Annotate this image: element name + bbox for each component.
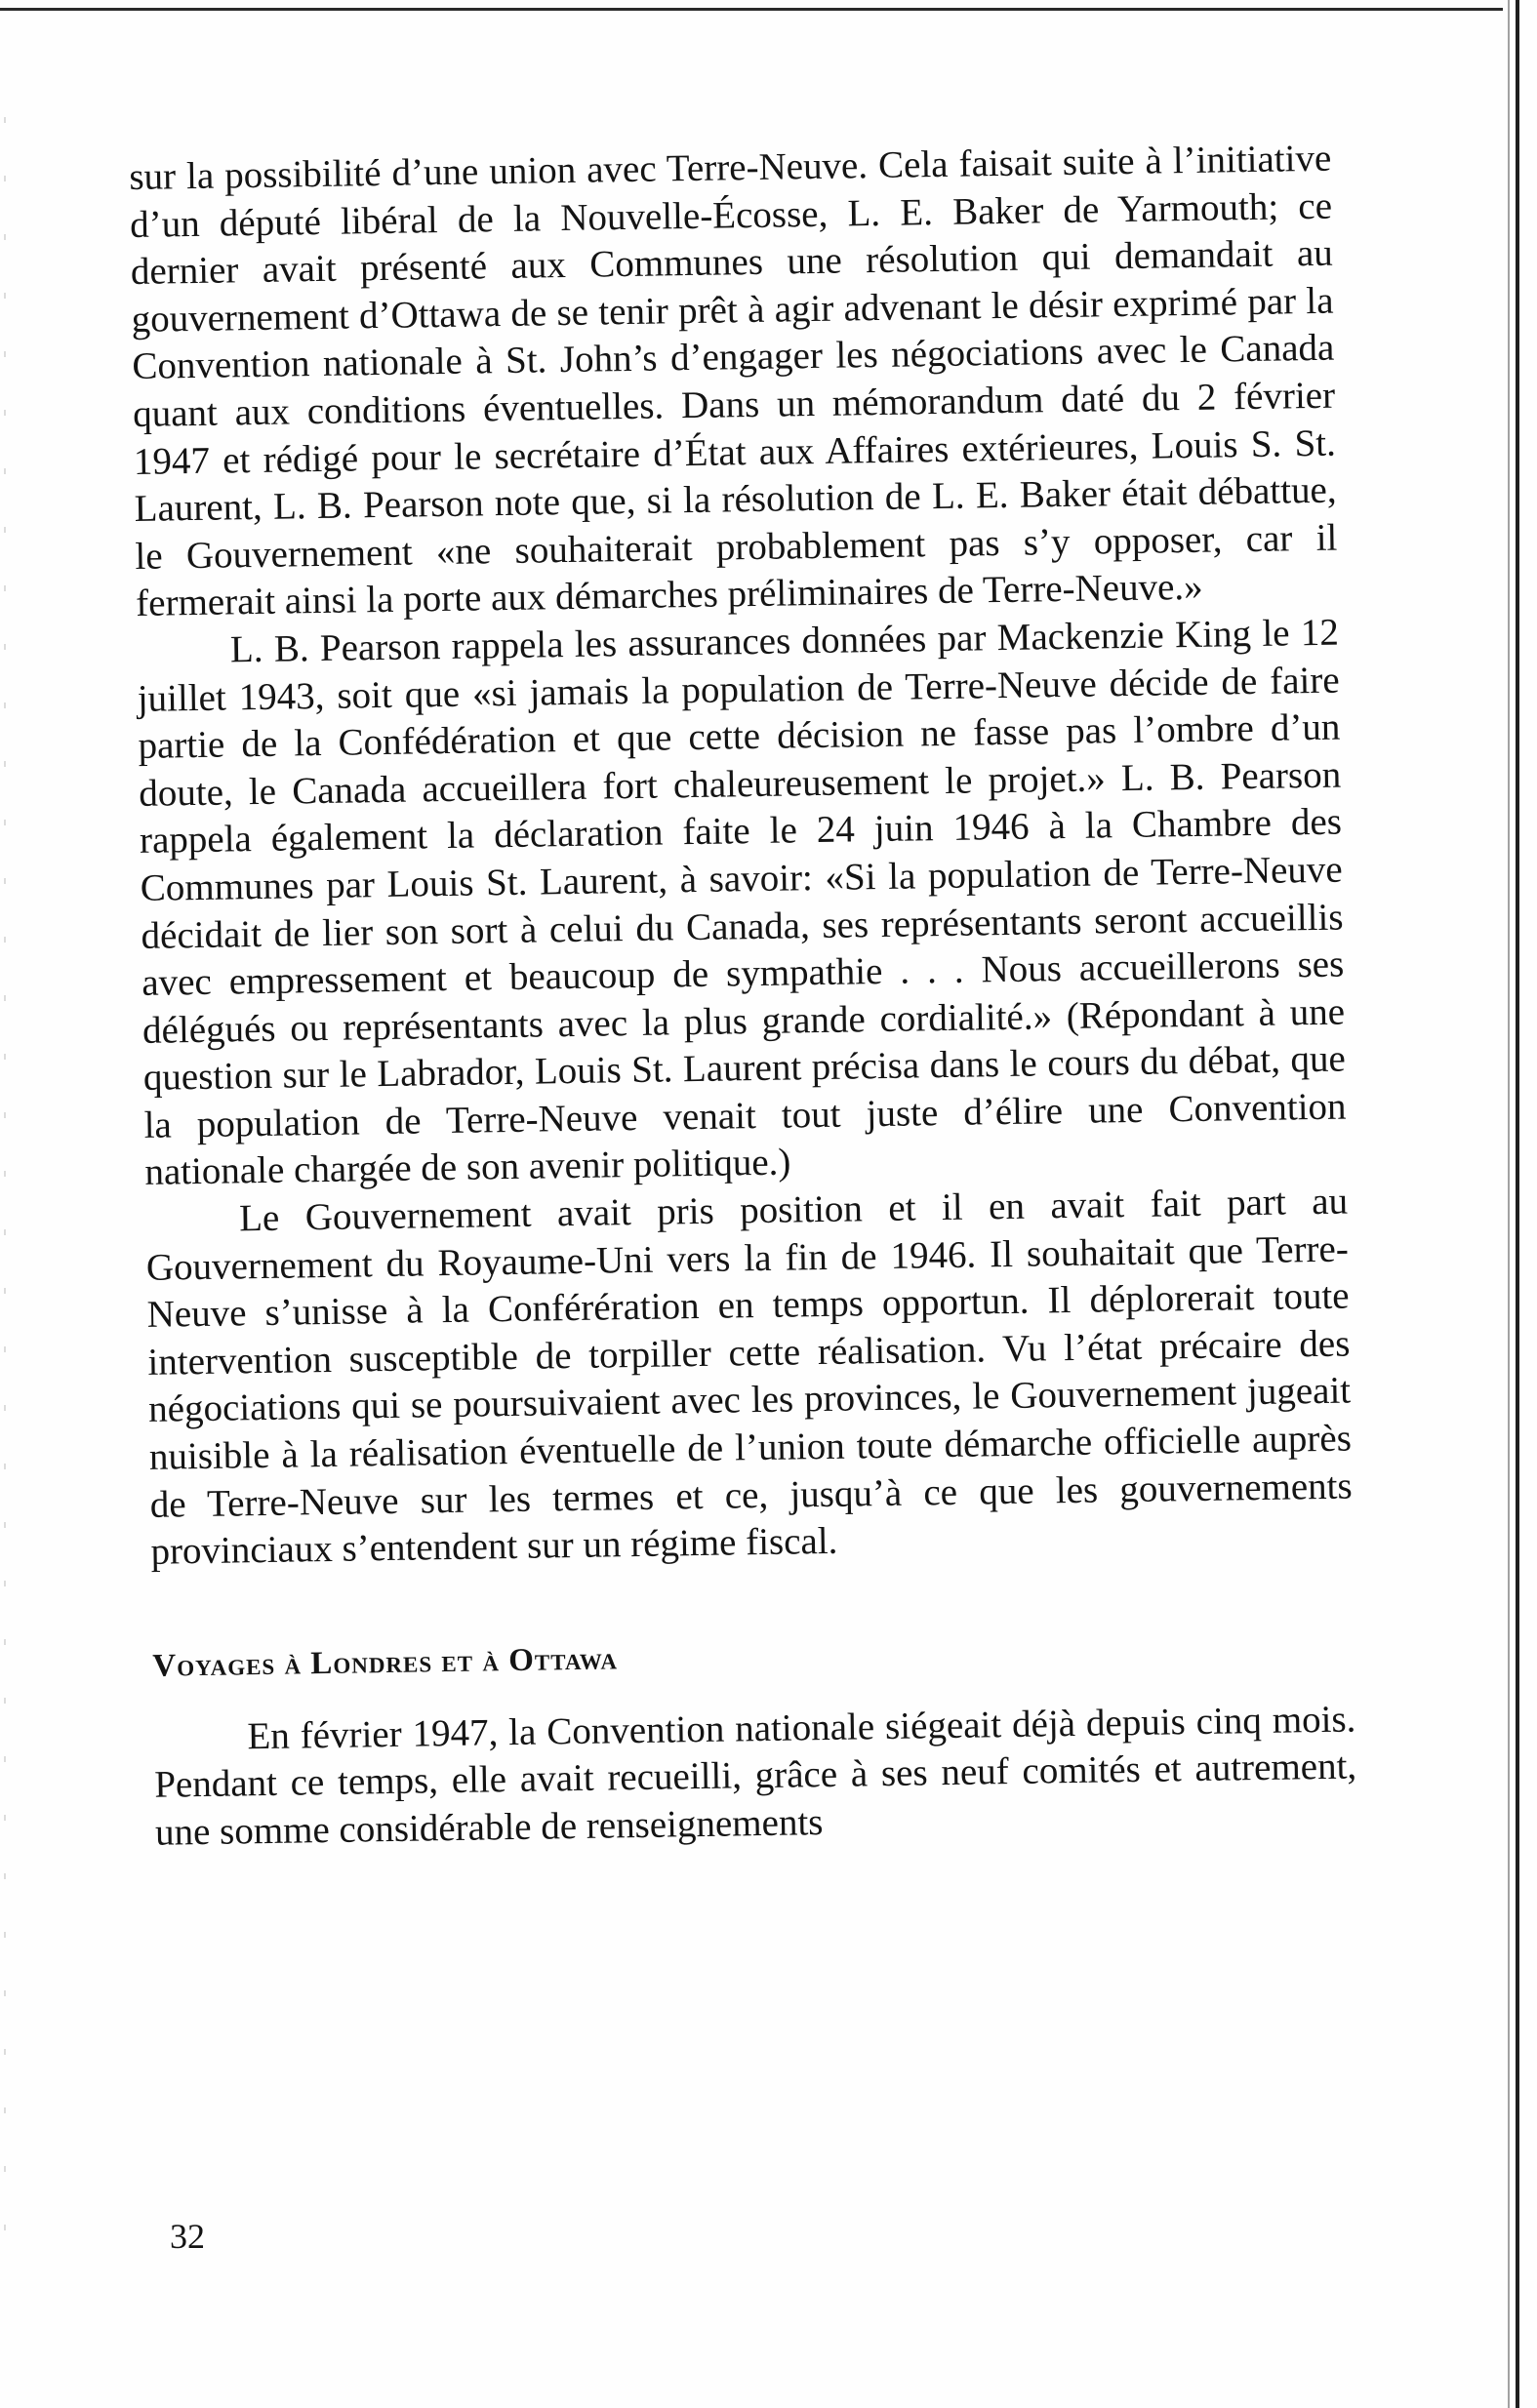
paragraph-1: sur la possibilité d’une union avec Terre-Neuve. Cela faisait suite à l’initiative d’un député libéral de la Nouvelle-Écosse, L. E. Baker de Yarmouth; ce dernier avait présenté aux Communes une résolution qui demandait au gouvernement d’Ottawa de se tenir prêt à agir advenant le désir exprimé par la Convention nationale à St. John’s d’engager les négociations avec le Canada quant aux conditions éventuelles. Dans un mémorandum daté du 2 février 1947 et rédigé pour le secrétaire d’État aux Affaires extérieures, Louis S. St. Laurent, L. B. Pearson note que, si la résolution de L. E. Baker était débattue, le Gouvernement «ne souhaiterait probablement pas s’y opposer, car il fermerait ainsi la porte aux démarches préliminaires de Terre-Neuve.» [129, 137, 1338, 625]
scan-noise-left [4, 117, 6, 2264]
paragraph-4: En février 1947, la Convention nationale siégeait déjà depuis cinq mois. Pendant ce temps, elle avait recueilli, grâce à ses neuf comités et autrement, une somme considérable de renseignements [153, 1698, 1357, 1854]
section-heading: Voyages à Londres et à Ottawa [152, 1641, 619, 1684]
top-edge-rule [0, 8, 1503, 11]
page-binding-shadow [1508, 0, 1510, 2408]
body-text [129, 136, 1357, 1858]
page-binding-edge [1516, 0, 1519, 2408]
page-number: 32 [170, 2217, 205, 2256]
paragraph-2: L. B. Pearson rappela les assurances données par Mackenzie King le 12 juillet 1943, soit que «si jamais la population de Terre-Neuve décide de faire partie de la Confédération et que cette décision ne fasse pas l’ombre d’un doute, le Canada accueillera fort chaleureusement le projet.» L. B. Pearson rappela également la déclaration faite le 24 juin 1946 à la Chambre des Communes par Louis St. Laurent, à savoir: «Si la population de Terre-Neuve décidait de lier son sort à celui du Canada, ses représentants seront accueillis avec empressement et beaucoup de sympathie . . . Nous accueillerons ses délégués ou représentants avec la plus grande cordialité.» (Répondant à une question sur le Labrador, Louis St. Laurent précisa dans le cours du débat, que la population de Terre-Neuve venait tout juste d’élire une Convention nationale chargée de son avenir politique.) [137, 611, 1347, 1194]
paragraph-3: Le Gouvernement avait pris position et il en avait fait part au Gouvernement du Royaume-Uni vers la fin de 1946. Il souhaitait que Terre-Neuve s’unisse à la Conférération en temps opportun. Il déplorerait toute intervention susceptible de torpiller cette réalisation. Vu l’état précaire des négociations qui se poursuivaient avec les provinces, le Gouvernement jugeait nuisible à la réalisation éventuelle de l’union toute démarche officielle auprès de Terre-Neuve sur les termes et ce, jusqu’à ce que les gouvernements provinciaux s’entendent sur un régime fiscal. [145, 1180, 1353, 1574]
